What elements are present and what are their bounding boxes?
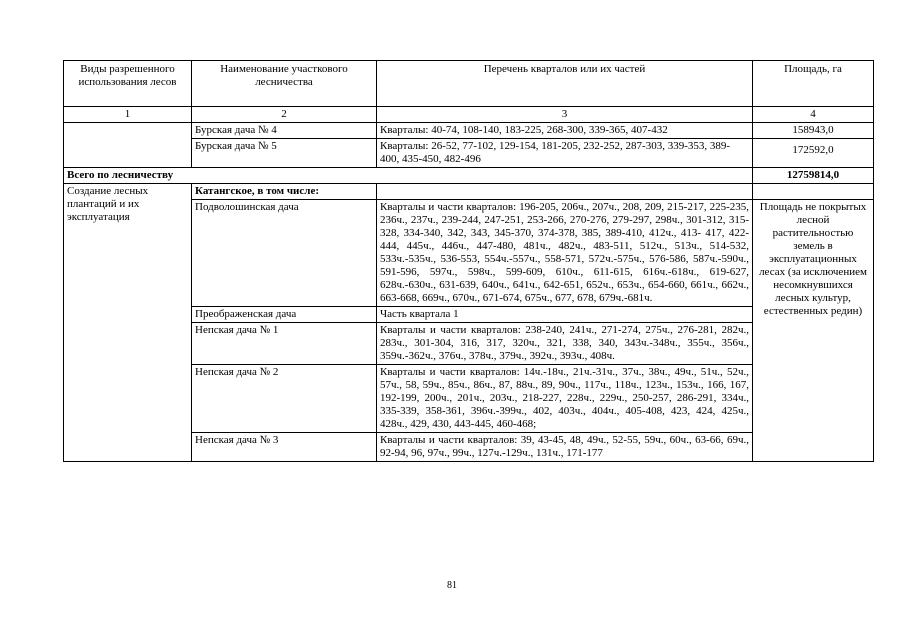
usage-type: Создание лесных плантаций и их эксплуатация xyxy=(64,184,192,462)
quarters-list: Кварталы и части кварталов: 14ч.-18ч., 21ч.-31ч., 37ч., 38ч., 49ч., 51ч., 52ч., 57ч., 58, 59ч., 85ч., 86ч., 87, 88ч., 89, 90ч., 117ч., 118ч., 123ч., 153ч., 166, 167, 192-199, 200ч., 201ч., 203ч., 218-227, 228ч., 229ч., 250-257, 286-291, 334ч., 335-339, 358-361, 396ч.-399ч., 402, 403ч., 404ч., 405-408, 423, 424, 425ч., 428ч., 429, 430, 443-445, 460-468; xyxy=(377,365,753,433)
total-row xyxy=(64,168,874,184)
area-value: 172592,0 xyxy=(753,139,874,168)
table-row xyxy=(64,184,874,200)
forestry-name: Подволошинская дача xyxy=(192,200,377,307)
quarters-list: Кварталы и части кварталов: 39, 43-45, 48, 49ч., 52-55, 59ч., 60ч., 63-66, 69ч., 92-94, 96, 97ч., 99ч., 127ч.-129ч., 131ч., 171-177 xyxy=(377,433,753,462)
forestry-subheader: Катангское, в том числе: xyxy=(192,184,377,200)
area-note: Площадь не покрытых лесной растительностью земель в эксплуатационных лесах (за исключением несомкнувшихся лесных культур, естественных редин) xyxy=(753,200,874,462)
quarters-empty xyxy=(377,184,753,200)
usage-cell-empty xyxy=(64,123,192,168)
header-forestry-name: Наименование участкового лесничества xyxy=(192,61,377,107)
forestry-name: Бурская дача № 5 xyxy=(192,139,377,168)
total-label: Всего по лесничеству xyxy=(64,168,753,184)
forestry-name: Бурская дача № 4 xyxy=(192,123,377,139)
header-row xyxy=(64,61,874,107)
quarters-list: Кварталы и части кварталов: 238-240, 241ч., 271-274, 275ч., 276-281, 282ч., 283ч., 301-304, 316, 317, 320ч., 321, 338, 340, 343ч.-348ч., 355ч., 356ч., 359ч.-362ч., 376ч., 378ч., 379ч., 392ч., 393ч., 408ч. xyxy=(377,323,753,365)
forestry-name: Непская дача № 1 xyxy=(192,323,377,365)
area-empty xyxy=(753,184,874,200)
quarters-list: Кварталы и части кварталов: 196-205, 206ч., 207ч., 208, 209, 215-217, 225-235, 236ч., 237ч., 239-244, 247-251, 253-266, 270-276, 279-297, 298ч., 301-312, 315-328, 334-340, 342, 343, 345-370, 374-378, 385, 389-410, 412ч., 413- 417, 422-444, 445ч., 446ч., 447-480, 481ч., 482ч., 483-511, 512ч., 513ч., 514-532, 533ч.-535ч., 536-553, 554ч.-557ч., 558-571, 572ч.-575ч., 576-586, 587ч.-590ч., 591-596, 597ч., 598ч., 599-609, 610ч., 611-615, 616ч.-618ч., 619-627, 628ч.-630ч., 631-639, 640ч., 641ч., 642-651, 652ч., 653ч., 654-660, 661ч., 662ч., 663-668, 669ч., 670ч., 671-674, 675ч., 677, 678, 679ч.-681ч. xyxy=(377,200,753,307)
quarters-list: Часть квартала 1 xyxy=(377,307,753,323)
forestry-name: Непская дача № 3 xyxy=(192,433,377,462)
forestry-table xyxy=(63,60,874,462)
forestry-name: Преображенская дача xyxy=(192,307,377,323)
header-quarters: Перечень кварталов или их частей xyxy=(377,61,753,107)
header-area: Площадь, га xyxy=(753,61,874,107)
col-number-4: 4 xyxy=(753,107,874,123)
col-number-2: 2 xyxy=(192,107,377,123)
total-value: 12759814,0 xyxy=(753,168,874,184)
quarters-list: Кварталы: 40-74, 108-140, 183-225, 268-300, 339-365, 407-432 xyxy=(377,123,753,139)
quarters-list: Кварталы: 26-52, 77-102, 129-154, 181-205, 232-252, 287-303, 339-353, 389-400, 435-450, 482-496 xyxy=(377,139,753,168)
area-value: 158943,0 xyxy=(753,123,874,139)
col-number-1: 1 xyxy=(64,107,192,123)
forestry-name: Непская дача № 2 xyxy=(192,365,377,433)
table-row xyxy=(64,123,874,139)
col-number-3: 3 xyxy=(377,107,753,123)
page-number: 81 xyxy=(447,580,457,591)
column-number-row xyxy=(64,107,874,123)
header-usage-type: Виды разрешенного использования лесов xyxy=(64,61,192,107)
